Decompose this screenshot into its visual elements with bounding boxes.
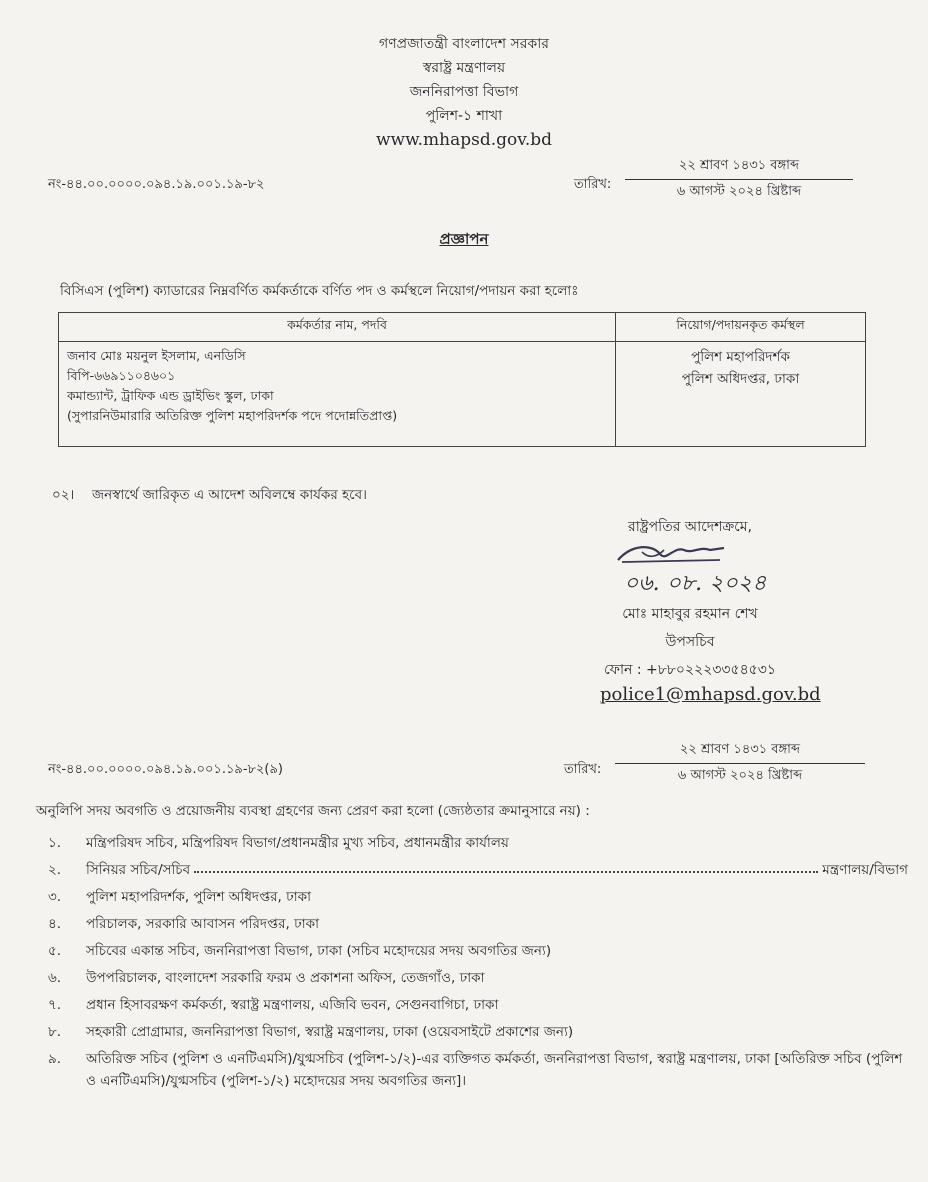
memo2-date-english: ৬ আগস্ট ২০২৪ খ্রিষ্টাব্দ (677, 768, 803, 783)
para2-text: জনস্বার্থে জারিকৃত এ আদেশ অবিলম্বে কার্যকর হবে। (92, 487, 367, 503)
posting-title: পুলিশ মহাপরিদর্শক (691, 349, 790, 365)
list-item: ৯. অতিরিক্ত সচিব (পুলিশ ও এনটিএমসি)/যুগ্মসচিব (পুলিশ-১/২)-এর ব্যক্তিগত কর্মকর্তা, জননিরাপত্তা বিভাগ, স্বরাষ্ট্র মন্ত্রণালয়, ঢাকা [অতিরিক্ত সচিব (পুলিশ ও এনটিএমসি)/যুগ্মসচিব (পুলিশ-১/২) মহোদয়ের সদয় অবগতির জন্য]। (48, 1051, 903, 1089)
division-name: জননিরাপত্তা বিভাগ (409, 84, 519, 100)
memo2-date-label: তারিখ: (564, 762, 602, 777)
signatory-designation: উপসচিব (665, 634, 715, 650)
officer-name: জনাব মোঃ ময়নুল ইসলাম, এনডিসি (67, 348, 246, 363)
signature-date: ০৬. ০৮. ২০২৪ (624, 571, 767, 596)
col-posting-header: নিয়োগ/পদায়নকৃত কর্মস্থল (616, 313, 866, 342)
signatory-phone: ফোন : +৮৮০২২২৩৩৫৪৫৩১ (604, 662, 776, 678)
memo2-date-bangla: ২২ শ্রাবণ ১৪৩১ বঙ্গাব্দ (615, 740, 865, 764)
para2-number: ০২। (52, 487, 75, 503)
posting-cell (616, 342, 866, 447)
copy-list (48, 832, 908, 1092)
list-item: ২. সিনিয়র সচিব/সচিব মন্ত্রণালয়/বিভাগ (48, 859, 908, 886)
list-item: ৬. উপপরিচালক, বাংলাদেশ সরকারি ফরম ও প্রকাশনা অফিস, তেজগাঁও, ঢাকা (48, 970, 485, 986)
website-link[interactable]: www.mhapsd.gov.bd (375, 130, 552, 150)
order-table (58, 312, 866, 447)
memo-number: নং-৪৪.০০.০০০০.০৯৪.১৯.০০১.১৯-৮২ (48, 177, 265, 192)
notice-intro: বিসিএস (পুলিশ) ক্যাডারের নিম্নবর্ণিত কর্মকর্তাকে বর্ণিত পদ ও কর্মস্থলে নিয়োগ/পদায়ন করা হলোঃ (60, 283, 579, 299)
posting-office: পুলিশ অধিদপ্তর, ঢাকা (681, 371, 800, 387)
officer-bp-number: বিপি-৬৬৯১১০৪৬০১ (67, 368, 176, 383)
officer-cell (59, 342, 616, 447)
list-item: ৭. প্রধান হিসাবরক্ষণ কর্মকর্তা, স্বরাষ্ট্র মন্ত্রণালয়, এজিবি ভবন, সেগুনবাগিচা, ঢাকা (48, 997, 499, 1013)
signatory-name: মোঃ মাহাবুর রহমান শেখ (622, 606, 758, 622)
date-english: ৬ আগস্ট ২০২৪ খ্রিষ্টাব্দ (676, 184, 802, 199)
date-label: তারিখ: (574, 177, 612, 192)
list-item: ৫. সচিবের একান্ত সচিব, জননিরাপত্তা বিভাগ, ঢাকা (সচিব মহোদয়ের সদয় অবগতির জন্য) (48, 943, 552, 959)
date-bangla: ২২ শ্রাবণ ১৪৩১ বঙ্গাব্দ (625, 156, 853, 180)
memo-date (625, 156, 853, 203)
ministry-name: স্বরাষ্ট্র মন্ত্রণালয় (422, 60, 506, 76)
officer-promotion-note: (সুপারনিউমারারি অতিরিক্ত পুলিশ মহাপরিদর্শক পদে পদোন্নতিপ্রাপ্ত) (67, 408, 398, 423)
fill-in-dots (194, 859, 818, 873)
copy-intro: অনুলিপি সদয় অবগতি ও প্রয়োজনীয় ব্যবস্থা গ্রহণের জন্য প্রেরণ করা হলো (জ্যেষ্ঠতার ক্রমানুসারে নয়) : (36, 803, 590, 819)
list-item: ১. মন্ত্রিপরিষদ সচিব, মন্ত্রিপরিষদ বিভাগ/প্রধানমন্ত্রীর মুখ্য সচিব, প্রধানমন্ত্রীর কার্যালয় (48, 835, 509, 851)
officer-current-post: কমান্ড্যান্ট, ট্রাফিক এন্ড ড্রাইভিং স্কুল, ঢাকা (67, 388, 274, 403)
by-order-line: রাষ্ট্রপতির আদেশক্রমে, (628, 519, 752, 535)
table-header-row (59, 313, 866, 342)
list-item: ৩. পুলিশ মহাপরিদর্শক, পুলিশ অধিদপ্তর, ঢাকা (48, 889, 312, 905)
signatory-email[interactable]: police1@mhapsd.gov.bd (600, 684, 821, 705)
notice-title: প্রজ্ঞাপন (439, 230, 489, 248)
govt-name: গণপ্রজাতন্ত্রী বাংলাদেশ সরকার (379, 36, 549, 52)
list-item: ৮. সহকারী প্রোগ্রামার, জননিরাপত্তা বিভাগ, স্বরাষ্ট্র মন্ত্রণালয়, ঢাকা (ওয়েবসাইটে প্রকাশের জন্য) (48, 1024, 574, 1040)
branch-name: পুলিশ-১ শাখা (425, 108, 503, 124)
memo2-number: নং-৪৪.০০.০০০০.০৯৪.১৯.০০১.১৯-৮২(৯) (48, 762, 283, 777)
memo2-date (615, 740, 865, 787)
col-officer-header: কর্মকর্তার নাম, পদবি (59, 313, 616, 342)
list-item: ৪. পরিচালক, সরকারি আবাসন পরিদপ্তর, ঢাকা (48, 916, 320, 932)
table-row (59, 342, 866, 447)
